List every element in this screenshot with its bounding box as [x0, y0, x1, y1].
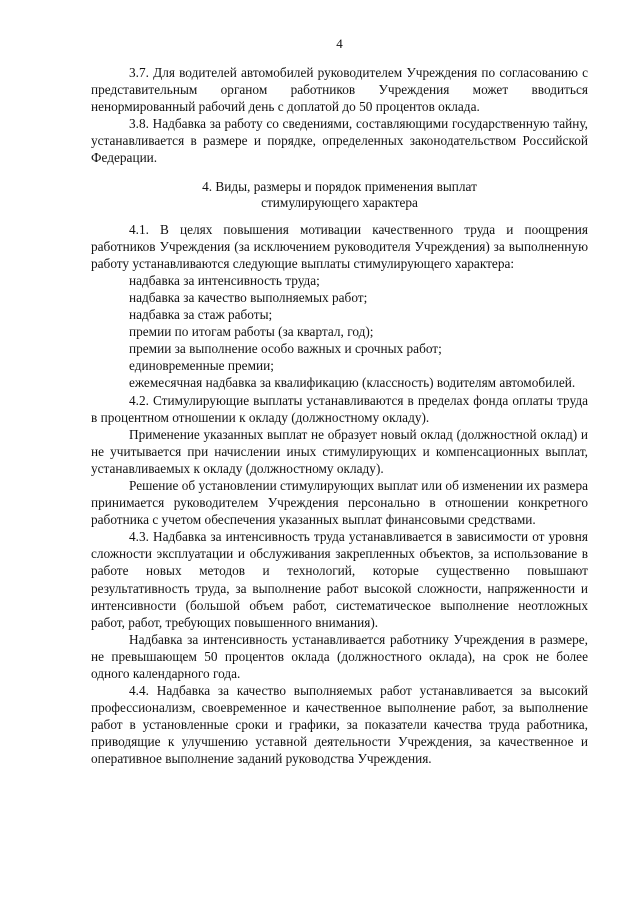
list-item: единовременные премии;: [129, 358, 274, 374]
paragraph-3-8: 3.8. Надбавка за работу со сведениями, составляющими государственную тайну, устанавливается в размере и порядке, определенных законодательством Российской Федерации.: [91, 116, 588, 166]
paragraph-application: Применение указанных выплат не образует новый оклад (должностной оклад) и не учитывается при начислении иных стимулирующих и компенсационных выплат, устанавливаемых к окладу (должностному окладу).: [91, 426, 588, 476]
list-item: ежемесячная надбавка за квалификацию (классность) водителям автомобилей.: [129, 375, 576, 391]
paragraph-4-3: 4.3. Надбавка за интенсивность труда устанавливается в зависимости от уровня сложности эксплуатации и обслуживания закрепленных объектов, за использование в работе новых методов и технологий, которые существенно повышают результативность труда, за выполнение работ высокой сложности, напряженности и интенсивности (большой объем работ, систематическое выполнение неотложных работ, работ, требующих повышенного внимания).: [91, 529, 588, 630]
section-heading: [91, 179, 588, 211]
list-item: надбавка за интенсивность труда;: [129, 272, 320, 288]
paragraph-intensity-limit: Надбавка за интенсивность устанавливается работнику Учреждения в размере, не превышающем 50 процентов оклада (должностного оклада), на срок не более одного календарного года.: [91, 631, 588, 681]
paragraph-3-7: 3.7. Для водителей автомобилей руководителем Учреждения по согласованию с представительным органом работников Учреждения может вводиться ненормированный рабочий день с доплатой до 50 процентов оклада.: [91, 65, 588, 115]
page-number: 4: [336, 36, 343, 51]
section-heading-line-2: стимулирующего характера: [261, 194, 418, 210]
paragraph-4-1: 4.1. В целях повышения мотивации качественного труда и поощрения работников Учреждения (за исключением руководителя Учреждения) за выполненную работу устанавливаются следующие выплаты стимулирующего характера:: [91, 221, 588, 271]
paragraph-decision: Решение об установлении стимулирующих выплат или об изменении их размера принимается руководителем Учреждения персонально в отношении конкретного работника с учетом обеспечения указанных выплат финансовыми средствами.: [91, 477, 588, 528]
paragraph-4-2: 4.2. Стимулирующие выплаты устанавливаются в пределах фонда оплаты труда в процентном отношении к окладу (должностному окладу).: [91, 392, 588, 425]
payments-list: [91, 272, 588, 392]
section-heading-line-1: 4. Виды, размеры и порядок применения выплат: [202, 178, 477, 194]
list-item: надбавка за качество выполняемых работ;: [129, 289, 368, 305]
list-item: премии за выполнение особо важных и срочных работ;: [129, 341, 442, 357]
list-item: надбавка за стаж работы;: [129, 307, 273, 323]
list-item: премии по итогам работы (за квартал, год);: [129, 324, 374, 340]
paragraph-4-4: 4.4. Надбавка за качество выполняемых работ устанавливается за высокий профессионализм, своевременное и качественное выполнение работ, за выполнение работ в установленные сроки и графики, за показатели качества труда работника, приводящие к улучшению уставной деятельности Учреждения, за качественное и оперативное выполнение заданий руководства Учреждения.: [91, 683, 588, 767]
